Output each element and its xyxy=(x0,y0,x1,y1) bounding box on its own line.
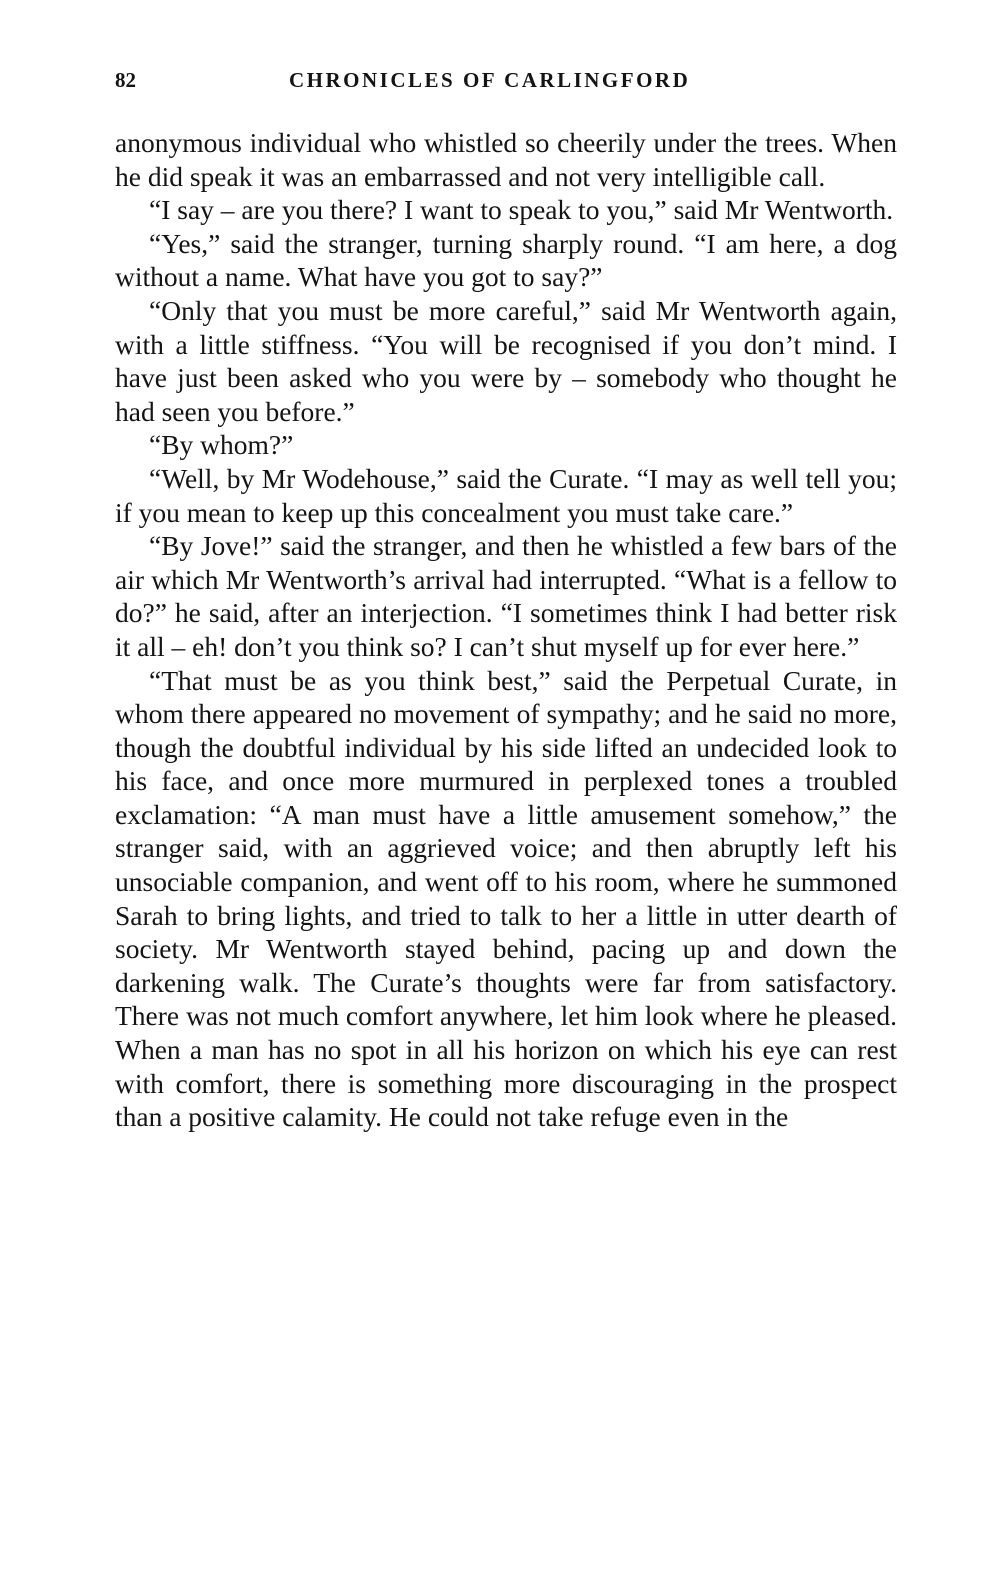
running-title: CHRONICLES OF CARLINGFORD xyxy=(289,68,691,92)
body-text xyxy=(115,126,897,1134)
paragraph-4: “Only that you must be more careful,” said Mr Wentworth again, with a little stiffness. “You will be recognised if you don’t mind. I have just been asked who you were by – somebody who thought he had seen you before.” xyxy=(115,294,897,427)
paragraph-2: “I say – are you there? I want to speak to you,” said Mr Wentworth. xyxy=(149,194,894,226)
running-head xyxy=(115,68,897,102)
paragraph-8: “That must be as you think best,” said the Perpetual Curate, in whom there appeared no movement of sympathy; and he said no more, though the doubtful individual by his side lifted an undecided look to his face, and once more murmured in perplexed tones a troubled exclamation: “A man must have a little amusement somehow,” the stranger said, with an aggrieved voice; and then abruptly left his unsociable companion, and went off to his room, where he summoned Sarah to bring lights, and tried to talk to her a little in utter dearth of society. Mr Wentworth stayed behind, pacing up and down the darkening walk. The Curate’s thoughts were far from satisfactory. There was not much comfort anywhere, let him look where he pleased. When a man has no spot in all his horizon on which his eye can rest with comfort, there is something more discouraging in the prospect than a positive calamity. He could not take refuge even in the xyxy=(115,664,897,1133)
paragraph-1: anonymous individual who whistled so cheerily under the trees. When he did speak it was an embarrassed and not very intelligible call. xyxy=(115,127,897,192)
paragraph-5: “By whom?” xyxy=(149,429,294,461)
book-page xyxy=(115,68,897,1134)
paragraph-3: “Yes,” said the stranger, turning sharply round. “I am here, a dog without a name. What have you got to say?” xyxy=(115,227,897,293)
paragraph-6: “Well, by Mr Wodehouse,” said the Curate. “I may as well tell you; if you mean to keep up this concealment you must take care.” xyxy=(115,462,897,528)
paragraph-7: “By Jove!” said the stranger, and then he whistled a few bars of the air which Mr Wentworth’s arrival had interrupted. “What is a fellow to do?” he said, after an interjection. “I sometimes think I had better risk it all – eh! don’t you think so? I can’t shut myself up for ever here.” xyxy=(115,530,897,662)
page-number: 82 xyxy=(115,68,136,92)
